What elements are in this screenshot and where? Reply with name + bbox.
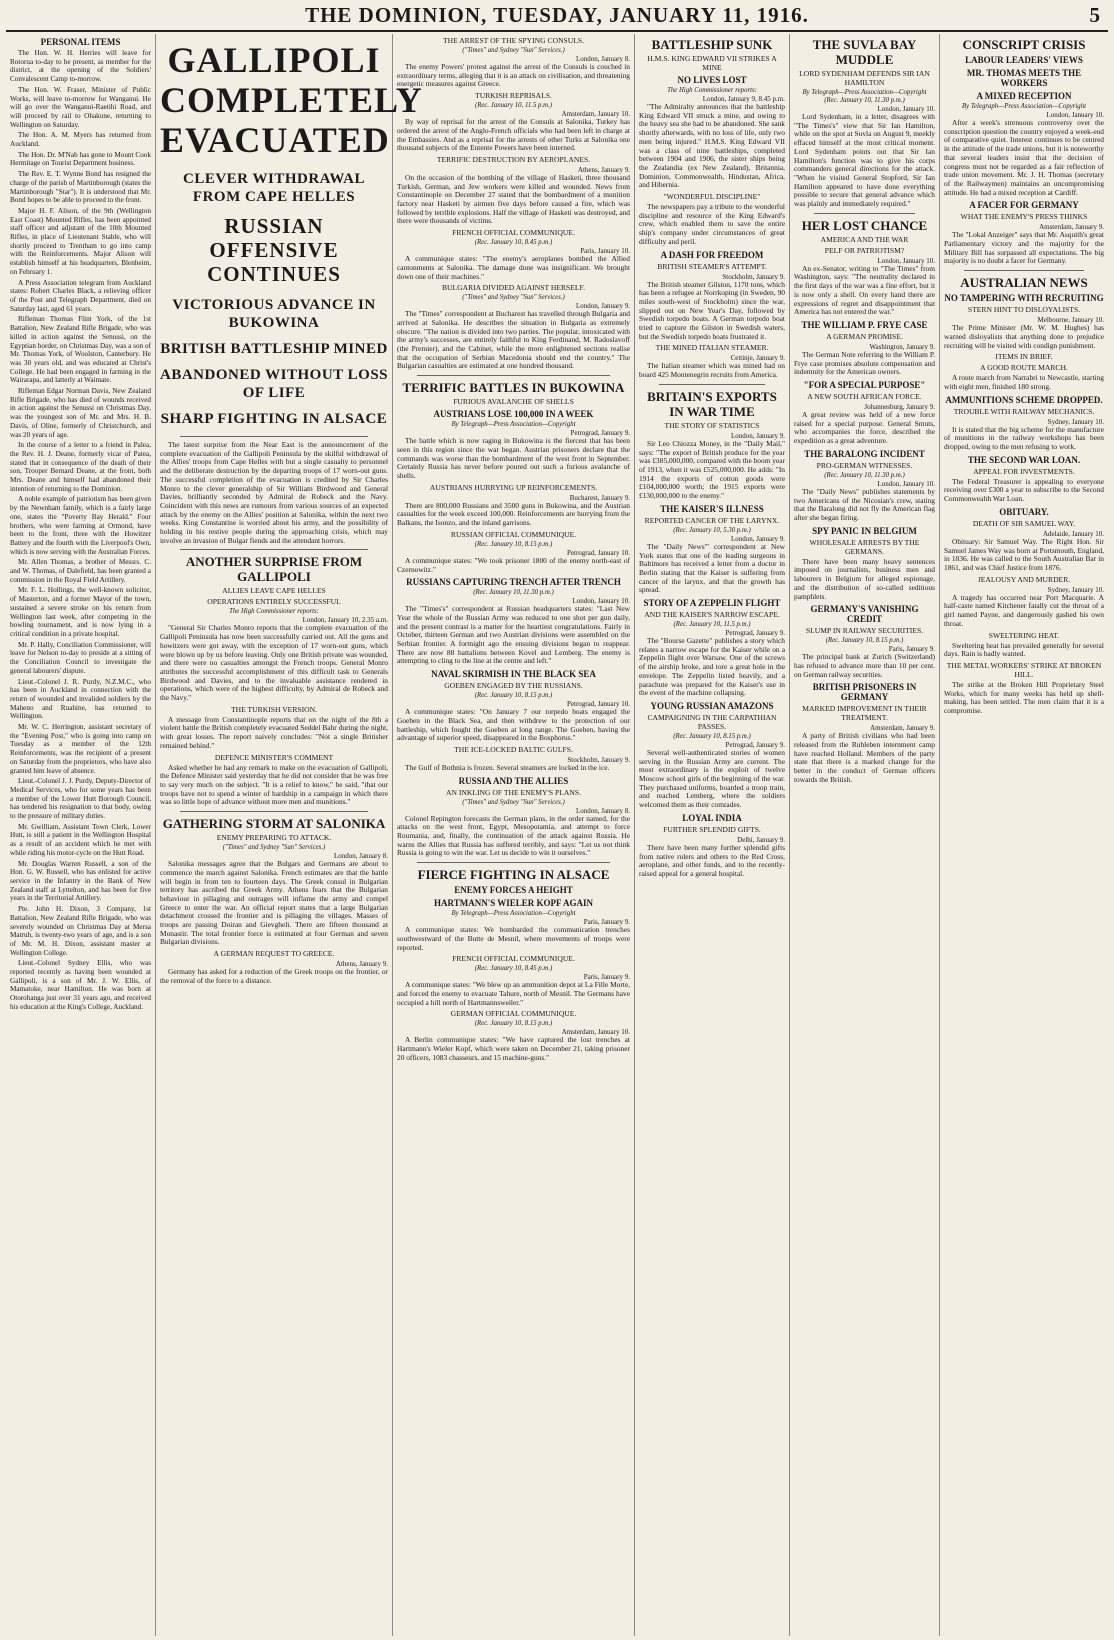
dateline: London, January 10. [1046,111,1104,119]
personal-item: A Press Association telegram from Auckland states: Robert Charles Black, a relieving officer of the Post and Telegraph Department, died on Saturday last, aged 61 years. [10,278,151,313]
section-heading: LABOUR LEADERS' VIEWS [965,55,1083,65]
personal-item: Rifleman Thomas Flint York, of the 1st Battalion, New Zealand Rifle Brigade, who was killed in action against the Senussi, on the Egyptian border, on Christmas Day, was a son of Mr. Thomas York, of Woolston, Canterbury. He was 30 years old, and was educated at Christ's College. He had been engaged in farming in the Wairarapa, and latterly at Waimate. [10,315,151,385]
sub-heading: AND THE KAISER'S NARROW ESCAPE. [644,610,780,620]
sub-heading: BRITISH STEAMER'S ATTEMPT. [657,261,767,271]
article-body: The newspapers pay a tribute to the wonderful discipline and resource of the King Edward's crew, which enabled them to save the entire ship's company under circumstances of great difficulty and peril. [639,202,785,246]
section-heading: FIERCE FIGHTING IN ALSACE [417,867,610,883]
sub-heading: "WONDERFUL DISCIPLINE" [663,192,761,202]
section-heading: THE KAISER'S ILLNESS [660,503,764,514]
article-body: Asked whether he had any remark to make on the evacuation of Gallipoli, the Defence Minister said yesterday that he did not consider that he was free to say very much on the subject. "It is a relief to know," he said, "that our troops have not to spend a winter of hardship in a campaign in which there was so little hope of advance without more men and munitions." [160,762,388,807]
section-heading: CONSCRIPT CRISIS [962,37,1086,52]
article-body: The Federal Treasurer is appealing to everyone receiving over £300 a year to subscribe to the Second Commonwealth War Loan. [944,476,1104,504]
section-heading: THE BARALONG INCIDENT [804,448,925,459]
masthead-title: THE DOMINION, TUESDAY, JANUARY 11, 1916. [305,3,809,27]
article-body: The Italian steamer which was mined had on board 425 Montenegrin recruits from America. [639,361,785,380]
source-line: (Rec. January 10, 8.45 p.m.) [474,239,553,247]
article-body: Salonika messages agree that the Bulgars and Germans are about to commence the march against Salonika. French estimates are that the battle will begin in from ten to fourteen days. The Greek consul in Bulgarian territory has ascribed the Greek Army. Athens fears that the Bulgarian behaviour in pillaging and outrages will inflame the army and compel Greece to enter the war. An official report states that a large Bulgarian detachment crossed the frontier and is pillaging the villages. Masses of troops are passing Doiran and Gievgheli. There are fifteen thousand at Monastir. The total frontier force is estimated at four German and seven Bulgarian divisions. [160,859,388,947]
sub-heading: CAMPAIGNING IN THE CARPATHIAN PASSES. [647,712,777,731]
article-body: "General Sir Charles Monro reports that the complete evacuation of the Gallipoli Peninsula has now been successfully carried out. All the guns and howitzers were got away, with the exception of 17 worn-out guns, which were blown up by us before leaving. Only one British private was wounded, and there were no casualties amongst the French troops. General Monro attributes the successful accomplishment of this difficult task to Generals Birdwood and Davies, and to the invaluable assistance rendered in operations, which were of the highest difficulty, by Admiral de Robeck and the Navy." [160,623,388,703]
personal-item: Mr. F. L. Hollings, the well-known solicitor, of Masterton, and a former Mayor of the town, sustained a severe stroke on his return from Wellington last week, after competing in the bowling tournament, and is now lying in a critical condition in a private hospital. [10,586,151,638]
dateline: Athens, January 9. [577,165,630,174]
dateline: Athens, January 9. [335,960,388,969]
dateline: London, January 10. [877,479,935,488]
sub-heading: A GERMAN PROMISE. [826,331,903,341]
source-line: By Telegraph—Press Association—Copyright [451,421,576,429]
article-body: A great review was held of a new force raised for a special purpose. General Smuts, who accompanies the force, described the expedition as a great adventure. [794,410,935,446]
dateline: London, January 9. [730,431,785,440]
dateline: Paris, January 10. [580,247,630,256]
sub-heading: AUSTRIANS HURRYING UP REINFORCEMENTS. [429,482,598,492]
source-line: By Telegraph—Press Association—Copyright [451,910,576,918]
sub-heading: GERMAN OFFICIAL COMMUNIQUE. [450,1009,577,1019]
headline: CLEVER WITHDRAWAL FROM CAPE HELLES [182,171,365,205]
dateline: Paris, January 9. [583,973,630,982]
sub-heading: GOEBEN ENGAGED BY THE RUSSIANS. [444,681,583,691]
dateline: Johannesburg, January 9. [864,403,935,412]
article-body: Lord Sydenham, in a letter, disagrees with "The Times's" view that Sir Ian Hamilton, while on the spot at Suvla on August 9, meekly effaced himself at the most critical moment. Lord Sydenham points out that Sir Ian Hamilton's function was to give his corps commanders general directions for the attack. "When he visited General Stopford, Sir Ian Hamilton appeared to have done everything possible to secure that general advance which was plainly and immediately required." [794,112,935,209]
source-line: The High Commissioner reports: [667,87,757,94]
section-heading: A DASH FOR FREEDOM [660,249,764,260]
article-body: Colonel Repington forecasts the German plans, in the order named, for the attacks on the west front, Egypt, Mesopotamia, and attempt to force Roumania, and, finally, the continuation of the attack against Russia. He warns the Allies that Russia has suffered terribly, and says: "Let us not think Russia is going to win the war. Let us decide to win it ourselves." [397,813,630,858]
source-line: By Telegraph—Press Association—Copyright [802,89,927,96]
article-body: There have been many heavy sentences imposed on journalists, business men and labourers in Belgium for alleged espionage, and the distribution of so-called seditious pamphlets. [794,556,935,601]
dateline: Petrograd, January 10. [567,548,630,557]
article-body: A communique states: "We took prisoner 1800 of the enemy north-east of Czernowitz." [397,555,630,574]
article-body: The "Daily News" publishes statements by two Americans of the Nicosian's crew, stating that the Baralong did not fly the American flag after she began firing. [794,486,935,522]
sub-heading: DEATH OF SIR SAMUEL WAY. [972,518,1076,528]
section-heading: ENEMY FORCES A HEIGHT [454,885,573,896]
dateline: London, January 8. [575,806,630,815]
dateline: Amsterdam, January 10. [561,1028,630,1037]
personal-item: Major H. F. Alison, of the 9th (Wellington East Coast) Mounted Rifles, has been appointed staff officer and adjutant of the 10th Mounted Rifles, in place of Lieutenant Stable, who will shortly proceed to Trentham to go into camp with the Reinforcements. Major Alison will establish himself at his headquarters, Blenheim, on February 1. [10,206,151,276]
sub-heading: FRENCH OFFICIAL COMMUNIQUE. [452,228,575,238]
sub-heading: SWELTERING HEAT. [988,630,1060,640]
source-line: (Rec. January 10, 11.5 p.m.) [474,102,553,110]
sub-heading: ENEMY PREPARING TO ATTACK. [216,833,332,843]
section-heading: GATHERING STORM AT SALONIKA [162,816,386,832]
dateline: Paris, January 9. [583,918,630,927]
article-body: It is stated that the big scheme for the manufacture of munitions in the railway workshops has been dropped, owing to the men refusing to work. [944,424,1104,452]
source-line: ("Times" and Sydney "Sun" Services.) [222,844,326,852]
article-body: A Berlin communique states: "We have captured the lost trenches at Hartmann's Wieler Kopf, which were taken on December 21, taking prisoner 20 officers, 1083 chasseurs, and 15 machine-guns." [397,1035,630,1062]
article-body: The "Times's" correspondent at Russian headquarters states: "Last New Year the whole of the Russian Army was reduced to one shot per gun daily, and the present contrast is a matter for the heartiest congratulations. Fairly in October, thirteen German and two Austrian divisions were assembled on the Serbian frontier. A fortnight ago the ensuing divisions began to reappear. There are now 88 battalions between Kovel and Lemberg. The enemy is attempting to cling to the line at the centre and left." [397,604,630,666]
article-body: Obituary: Sir Samuel Way. The Right Hon. Sir Samuel James Way was born at Portsmouth, England, in 1836. He was called to the South Australian Bar in 1861, and was Chief Justice from 1876. [944,536,1104,572]
column-battleship [635,34,790,1636]
sub-heading: WHOLESALE ARRESTS BY THE GERMANS. [809,537,920,556]
source-line: ("Times" and Sydney "Sun" Services.) [462,47,565,54]
headline: SHARP FIGHTING IN ALSACE [160,411,388,427]
sub-heading: OPERATIONS ENTIRELY SUCCESSFUL [207,597,341,607]
headline-main: GALLIPOLI COMPLETELY EVACUATED [160,40,423,160]
article-body: A message from Constantinople reports that on the night of the 8th a violent battle the British completely evacuated Seddel Bahr during the night, with great losses. The report naively concludes: "Not a single Britisher remained behind." [160,714,388,750]
section-heading: PERSONAL ITEMS [40,37,121,47]
article-body: There are 800,000 Russians and 3500 guns in Bukowina, and the Austrian casualties for the week exceed 100,000. Reinforcements are hurrying from the Balkans, the Isonzo, and the inland garrisons. [397,500,630,528]
article-body: An ex-Senator, writing to "The Times" from Washington, says: "The neutrality declared in the first days of the war was a fine effort, but it is now only a shell. On every hand there are expressions of regret and disappointment that America has not entered the war." [794,263,935,317]
article-body: After a week's strenuous controversy over the conscription question the country enjoyed a week-end of comparative quiet. Interest continues to be centred in the attitude of the trade unions, but it is noteworthy that several leaders insist that the decision of congress must not be regarded as a fair reflection of trade union movement. Mr. J. H. Thomas (secretary of the Railwaymen) maintains an uncompromising attitude. He had a mixed reception at Cardiff. [944,118,1104,197]
dateline: London, January 10. [572,597,630,606]
sub-heading: APPEAL FOR INVESTMENTS. [973,466,1075,476]
article-body: The British steamer Gilston, 1170 tons, which has been a refugee at Norrkoping (in Sweden, 90 miles south-west of Stockholm) since the war, slipped out on New Year's Day, followed by Swedish torpedo boats. A German torpedo boat tried to capture the Gilston in Swedish waters, but the Swedish torpedo boats frustrated it. [639,279,785,341]
personal-item: The Hon. W. Fraser, Minister of Public Works, will leave to-morrow for Wanganui. He will go over the Wanganui-Raetihi Road, and will proceed by rail to Ohakune, returning to Wellington on Saturday. [10,85,151,129]
masthead [6,0,1108,32]
dateline: London, January 9. [575,302,630,311]
source-line: (Rec. January 10, 5.30 p.m.) [673,526,751,534]
article-body: Sweltering heat has prevailed generally for several days. Rain is badly wanted. [944,640,1104,659]
sub-heading: THE TURKISH VERSION. [231,704,317,714]
dateline: Amsterdam, January 9. [870,724,935,733]
sub-heading: THE MINED ITALIAN STEAMER. [655,343,769,353]
dateline: London, January 10. [877,105,935,113]
article-body: The "Lokal Anzeiger" says that Mr. Asquith's great Parliamentary victory and the majority for the Military Bill has surpassed all expectations. The big majority is no doubt a facer for Germany. [944,230,1104,266]
article-body: A route march from Narrabri to Newcastle, starting with eight men, finished 180 strong. [944,373,1104,391]
sub-heading: THE ARREST OF THE SPYING CONSULS. [442,36,585,45]
article-body: The principal bank at Zurich (Switzerland) has refused to advance more than 10 per cent. on German railway securities. [794,652,935,679]
personal-item: Mr. W. C. Herrington, assistant secretary of the "Evening Post," who is going into camp on Tuesday as a member of the 12th Reinforcements, was the recipient of a present on Saturday from the proprietors, who have also granted him leave of absence. [10,723,151,775]
section-heading: MR. THOMAS MEETS THE WORKERS [966,68,1082,88]
section-heading: AUSTRIANS LOSE 100,000 IN A WEEK [433,409,594,420]
personal-item: Mr. P. Hally, Conciliation Commissioner, will leave for Nelson to-day to preside at a sitting of the Conciliation Council to investigate the general labourers' dispute. [10,640,151,675]
article-body: The enemy Powers' protest against the arrest of the Consuls is couched in extraordinary terms, alleging that it is an attack on civilisation, and threatening energetic measures against Greece. [397,62,630,89]
section-heading: HER LOST CHANCE [801,217,928,233]
article-body: The "Bourse Gazette" publishes a story which relates a narrow escape for the Kaiser while on a Zeppelin flight over Warsaw. One of the screws of the airship broke, and tore a great hole in the envelope. The Zeppelin listed heavily, and a parachute was prepared for the Kaiser's use in the event of the machine collapsing. [639,636,785,698]
sub-heading: THE STORY OF STATISTICS [664,420,760,430]
section-heading: A FACER FOR GERMANY [969,200,1079,211]
personal-item: Pte. John H. Dixon, 3 Company, 1st Battalion, New Zealand Rifle Brigade, who was severely wounded on Christmas Day at Mersa Matruh, is twenty-two years of age, and is a son of Mr. M. H. Dixon, assistant master at Wellington College. [10,905,151,957]
dateline: Sydney, January 10. [1047,585,1104,594]
headline: BRITISH BATTLESHIP MINED [160,341,388,357]
section-heading: HARTMANN'S WIELER KOPF AGAIN [434,898,593,909]
sub-heading: AN INKLING OF THE ENEMY'S PLANS. [446,787,581,797]
dateline: London, January 9. [730,534,785,543]
section-heading: A MIXED RECEPTION [976,91,1072,101]
dateline: London, January 8. [575,55,630,63]
source-line: (Rec. January 10, 11.5 p.m.) [673,621,751,629]
headline: VICTORIOUS ADVANCE IN BUKOWINA [172,297,376,331]
sub-heading: H.M.S. KING EDWARD VII STRIKES A MINE [647,54,777,72]
section-heading: BRITAIN'S EXPORTS IN WAR TIME [647,388,777,419]
sub-heading: TERRIFIC DESTRUCTION BY AEROPLANES. [436,154,591,164]
sub-heading: LORD SYDENHAM DEFENDS SIR IAN HAMILTON [799,69,930,87]
dateline: London, January 10. [877,256,935,265]
section-heading: GERMANY'S VANISHING CREDIT [810,604,919,625]
article-body: The strike at the Broken Hill Proprietary Steel Works, which for many weeks has held up shell-making, has been settled. The men claim that it is a compromise. [944,679,1104,716]
article-body: The German Note referring to the William P. Frye case promises absolute compensation and indemnity for the American owners. [794,349,935,377]
dateline: Washington, January 9. [869,342,935,351]
article-body: A communique states: "We blew up an ammunition depot at La Fille Morte, and forced the enemy to evacuate Tahure, north of Mesnil. The Germans have occupied a hill north of Hartmannsweiler." [397,980,630,1007]
dateline: London, January 8. [333,852,388,861]
article-body: The Prime Minister (Mr. W. M. Hughes) has warned disloyalists that anything done to prejudice recruiting will be visited with condign punishment. [944,323,1104,350]
section-heading: YOUNG RUSSIAN AMAZONS [650,700,774,711]
section-heading: OBITUARY. [999,506,1049,517]
dateline: Stockholm, January 9. [722,272,785,281]
source-line: (Rec. January 10, 8.15 p.m.) [474,1020,553,1028]
article-body: "The Admiralty announces that the battleship King Edward VII struck a mine, and owing to the heavy sea she had to be abandoned. She sank shortly afterwards, with no loss of life, only two men being injured." H.M.S. King Edward VII was a class of nine battleships, completed between 1904 and 1906, the sister ships being the Zealandia (ex New Zealand), Britannia, Dominion, Commonwealth, Hindustan, Africa, and Hibernia. [639,102,785,190]
personal-item: The Hon. W. H. Herries will leave for Rotorua to-day to be present, as member for the district, at the opening of the Soldiers' Convalescent Camp to-morrow. [10,49,151,84]
personal-item: Lieut.-Colonel J. J. Purdy, Deputy-Director of Medical Services, who for some years has been a member of the Lower Hutt Borough Council, has tendered his resignation to that body, owing to the pressure of military duties. [10,777,151,821]
dateline: Adelaide, January 10. [1042,529,1104,538]
article-body: The Gulf of Bothnia is frozen. Several steamers are locked in the ice. [405,762,610,772]
sub-heading: PELF OR PATRIOTISM? [824,245,905,255]
source-line: The High Commissioner reports: [229,608,319,616]
source-line: (Rec. January 10, 11.30 p.m.) [473,589,554,597]
article-body: By way of reprisal for the arrest of the Consuls at Salonika, Turkey has ordered the arrest of the Anglo-French officials who had been left in charge at the Embassies. And as a reprisal for the arrests of other Turks at Salonika one thousand subjects of the Entente Powers have been interned. [397,117,630,153]
source-line: (Rec. January 10, 11.30 p.m.) [824,471,905,479]
dateline: Melbourne, January 10. [1037,316,1104,325]
sub-heading: SLUMP IN RAILWAY SECURITIES. [805,626,924,636]
sub-heading: RUSSIAN OFFICIAL COMMUNIQUE. [450,529,577,539]
sub-heading: FRENCH OFFICIAL COMMUNIQUE. [452,954,575,964]
article-body: On the occasion of the bombing of the village of Hasketi, three thousand Turkish, German, and Jew workers were killed and wounded. News from Constantinople on December 27 stated that the bombardment of a munition factory near Hasketi by airmen five days before caused a fire, which was followed by terrible explosions. Half the village of Hasketi was destroyed, and there were thousands of victims. [397,172,630,226]
source-line: (Rec. January 10, 8.15 p.m.) [825,637,904,645]
section-heading: THE SECOND WAR LOAN. [967,454,1081,465]
section-heading: RUSSIANS CAPTURING TRENCH AFTER TRENCH [406,577,621,588]
sub-heading: MARKED IMPROVEMENT IN THEIR TREATMENT. [802,704,927,723]
section-heading: NO TAMPERING WITH RECRUITING [944,293,1104,304]
personal-item: Lieut.-Colonel J. R. Purdy, N.Z.M.C., who has been in Auckland in connection with the return of wounded and invalided soldiers by the Maheno and Ruahine, has returned to Wellington. [10,677,151,721]
dateline: Petrograd, January 9. [570,429,630,438]
sub-heading: A NEW SOUTH AFRICAN FORCE. [807,392,922,402]
personal-item: Mr. Gwilliam, Assistant Town Clerk, Lower Hutt, is still a patient in the Wellington Hospital as a result of an accident which he met with while riding his motor-cycle on the Hutt Road. [10,822,151,857]
headline: ABANDONED WITHOUT LOSS OF LIFE [160,367,389,401]
sub-heading: PRO-GERMAN WITNESSES. [816,460,913,470]
section-heading: BATTLESHIP SUNK [651,37,773,52]
source-line: (Rec. January 10, 11.30 p.m.) [824,97,905,104]
section-heading: AUSTRALIAN NEWS [960,275,1088,291]
personal-item: In the course of a letter to a friend in Palea, the Rev. H. J. Deane, formerly vicar of Patea, stated that in consequence of the death of their son, Trooper Bernard Deane, at the front, both Mrs. Deane and himself had abandoned their intention of returning to the Dominion. [10,441,151,493]
personal-item: Rifleman Edgar Norman Davis, New Zealand Rifle Brigade, who has died of wounds received in action against the Senussi on Christmas Day, was the youngest son of Mr. and Mrs. H. B. Davis, of Oline, formerly of Christchurch, and was 20 years of age. [10,387,151,439]
column-conscript [940,34,1108,1636]
article-body: A communique states: "The enemy's aeroplanes bombed the Allied cantonments at Salonika. The damage done was insignificant. We brought down one of their machines." [397,254,630,281]
article-body: Sir Leo Chiozza Money, in the "Daily Mail," says: "The export of British produce for the year was £385,000,000, compared with the boom year of 1913, when it was £525,000,000. He adds: "In 1914 the exports of cotton goods were £104,000,000 worth; the 1915 exports were £130,000,000 to the enemy." [639,438,785,501]
article-body: A communique states: We bombarded the communication trenches southwestward of the Butte de Mesnil, where movements of troops were reported. [397,925,630,952]
dateline: Amsterdam, January 9. [1039,223,1104,232]
section-heading: BRITISH PRISONERS IN GERMANY [812,682,917,703]
column-gallipoli [156,34,423,1636]
personal-item: The Hon. Dr. M'Nab has gone to Mount Cook Hermitage on Tourist Department business. [10,150,151,168]
personal-items-list [10,49,151,1012]
sub-heading: ITEMS IN BRIEF. [995,352,1053,362]
sub-heading: WHAT THE ENEMY'S PRESS THINKS [960,212,1088,222]
personal-item: Mr. Allen Thomas, a brother of Messrs. C. and W. Thomas, of Dalefield, has been granted a commission in the Royal Field Artillery. [10,558,151,584]
column-war-news [393,34,635,1636]
dateline: Petrograd, January 9. [725,629,785,638]
section-heading: AMMUNITIONS SCHEME DROPPED. [945,394,1103,405]
page-number: 5 [1089,3,1100,27]
sub-heading: TURKISH REPRISALS. [475,91,552,101]
source-line: (Rec. January 10, 8.15 p.m.) [474,692,553,700]
article-body: A party of British civilians who had been released from the Ruhleben internment camp have reached Holland. Members of the party state that there is a marked change for the better in the conduct of German officers towards the British. [794,731,935,784]
dateline: London, January 9, 8.45 p.m. [702,95,785,103]
article-body: Germany has asked for a reduction of the Greek troops on the frontier, or the removal of the force to a distance. [160,967,388,985]
source-line: ("Times" and Sydney "Sun" Services.) [462,798,565,806]
dateline: Bucharest, January 9. [569,493,630,502]
sub-heading: REPORTED CANCER OF THE LARYNX. [644,515,780,525]
dateline: Sydney, January 10. [1047,417,1104,426]
sub-heading: AMERICA AND THE WAR [820,234,909,244]
article-body: There have been many further splendid gifts from native rulers and others to the Red Cross, aeroplane, and other funds, and to the recently-raised appeal for a general hospital. [639,842,785,878]
section-heading: LOYAL INDIA [682,812,742,823]
personal-item: Mr. Douglas Warren Russell, a son of the Hon. G. W. Russell, who has enlisted for active service in the Infantry in the Bank of New Zealand staff at Lyttelton, and has been for five years in the Territorial Artillery. [10,859,151,903]
personal-item: Lieut.-Colonel Sydney Ellis, who was reported recently as having been wounded at Gallipoli, is a son of Mr. J. W. Ellis, of Mamatoke, near Hamilton. He was born at Otorohanga just over 31 years ago, and received his education at the King's College, Auckland. [10,959,151,1011]
article-body: The "Times" correspondent at Bucharest has travelled through Bulgaria and arrived at Salonika. He describes the situation in Bulgaria as extremely obscure. "The nation is divided into two parties. The popular, intoxicated with the army's successes, are entirely faithful to King Ferdinand, M. Radoslavoff (the Premier), and the Cabinet, while the more enlightened sections realise that the occupation of Serbian Macedonia should end the country." The Bulgarian casualties are estimated at one hundred thousand. [397,309,630,371]
sub-heading: THE ICE-LOCKED BALTIC GULFS. [454,744,573,754]
sub-heading: BULGARIA DIVIDED AGAINST HERSELF. [441,283,586,293]
section-heading: SPY PANIC IN BELGIUM [812,525,917,536]
section-heading: RUSSIA AND THE ALLIES [458,775,569,786]
lead-article: The latest surprise from the Near East is the announcement of the complete evacuation of the Gallipoli Peninsula by the skilful withdrawal of the Allies' troops from Cape Helles with but a single casualty to personnel and the deliberate destruction by the departing troops of 17 worn-out guns. The successful completion of the evacuation is credited by Sir Charles Monro to the clever generalship of Sir William Birdwood and General Davies, brilliantly seconded by Admiral de Robeck and the Navy. Coincident with this news are rumours from various sources of an expected attack by the enemy on the Allies' position at Salonika, within the next two weeks. King Constantine is worried about his army, and the possibility of holding in his restive people during the approaching crisis, which may involve an invasion of Bulgar fiends and the attendant horrors. [160,440,388,545]
personal-item: The Rev. E. T. Wynne Bond has resigned the charge of the parish of Martinborough (states the Martinborough "Star"). It is understood that Mr. Bond hopes to be able to proceed to the front. [10,170,151,205]
dateline: Petrograd, January 9. [725,740,785,749]
section-heading: ANOTHER SURPRISE FROM GALLIPOLI [185,554,363,585]
sub-heading: ALLIES LEAVE CAPE HELLES [222,586,326,596]
dateline: Paris, January 9. [888,645,935,654]
article-body: The battle which is now raging in Bukowina is the fiercest that has been seen in this region since the war began. Austrian prisoners declare that the commands was worse than the bombardment of the west front in September. Certainly Russia has never before poured out such a furious avalanche of shells. [397,436,630,480]
headline: RUSSIAN OFFENSIVE CONTINUES [207,214,341,286]
section-heading: THE WILLIAM P. FRYE CASE [801,319,928,330]
section-heading: TERRIFIC BATTLES IN BUKOWINA [402,380,625,396]
sub-heading: STERN HINT TO DISLOYALISTS. [967,305,1081,315]
article-body: The "Daily News'" correspondent at New York states that one of the leading surgeons in Baltimore has received a letter from a doctor in Berlin stating that the Kaiser is suffering from cancer of the larynx, and that the growth has spread. [639,541,785,595]
source-line: ("Times" and Sydney "Sun" Services.) [462,294,565,302]
section-heading: NAVAL SKIRMISH IN THE BLACK SEA [431,669,596,680]
sub-heading: FURTHER SPLENDID GIFTS. [663,824,761,834]
sub-heading: FURIOUS AVALANCHE OF SHELLS [453,397,574,407]
sub-heading: TROUBLE WITH RAILWAY MECHANICS. [953,406,1095,416]
source-line: (Rec. January 10, 8.45 p.m.) [474,965,553,973]
column-suvla [790,34,940,1636]
sub-heading: THE METAL WORKERS' STRIKE AT BROKEN HILL. [946,660,1102,679]
dateline: Petrograd, January 10. [567,700,630,709]
personal-item: A noble example of patriotism has been given by the Newnham family, which is a fairly large one, states the "Poverty Bay Herald." Four brothers, who were farming at Ormond, have been to the front, three with the Howitzer Battery and the fourth with the Liverpool's Own, which is now serving with the Australian Forces. [10,495,151,556]
sub-heading: A GOOD ROUTE MARCH. [980,363,1068,373]
section-heading: STORY OF A ZEPPELIN FLIGHT [643,598,781,609]
source-line: (Rec. January 10, 8.15 p.m.) [673,732,751,740]
column-personal-items [6,34,156,1636]
section-heading: NO LIVES LOST [677,75,747,85]
dateline: Stockholm, January 9. [567,755,630,764]
article-body: A communique states: "On January 7 our torpedo boats engaged the Goeben in the Black Sea, and then withdrew to the protection of our battleship, which fought the Goeben at long range. The Goeben, having the advantage of superior speed, disappeared in the Bosphorus." [397,707,630,743]
source-line: (Rec. January 10, 8.15 p.m.) [474,540,553,548]
article-body: A tragedy has occurred near Port Macquarie. A half-caste named Kitchener fatally cut the throat of a girl named Payne, and dangerously gashed his own throat. [944,592,1104,628]
source-line: By Telegraph—Press Association—Copyright [962,103,1086,110]
dateline: Cettinje, January 9. [730,354,785,363]
sub-heading: DEFENCE MINISTER'S COMMENT [214,752,334,762]
section-heading: "FOR A SPECIAL PURPOSE" [803,380,926,391]
dateline: Delhi, January 9. [737,835,785,844]
sub-heading: JEALOUSY AND MURDER. [977,574,1071,584]
section-heading: THE SUVLA BAY MUDDLE [812,37,917,67]
article-body: Several well-authenticated stories of women serving in the Russian Army are current. The most extraordinary is the exploit of twelve Moscow school girls of the beginning of the war. They purchased uniforms, boarded a troop train, and reached Lemberg, where the soldiers welcomed them as their comrades. [639,747,785,810]
sub-heading: A GERMAN REQUEST TO GREECE. [213,949,335,959]
dateline: Amsterdam, January 10. [561,110,630,119]
dateline: London, January 10, 2.35 a.m. [302,616,388,625]
personal-item: The Hon. A. M. Myers has returned from Auckland. [10,131,151,149]
